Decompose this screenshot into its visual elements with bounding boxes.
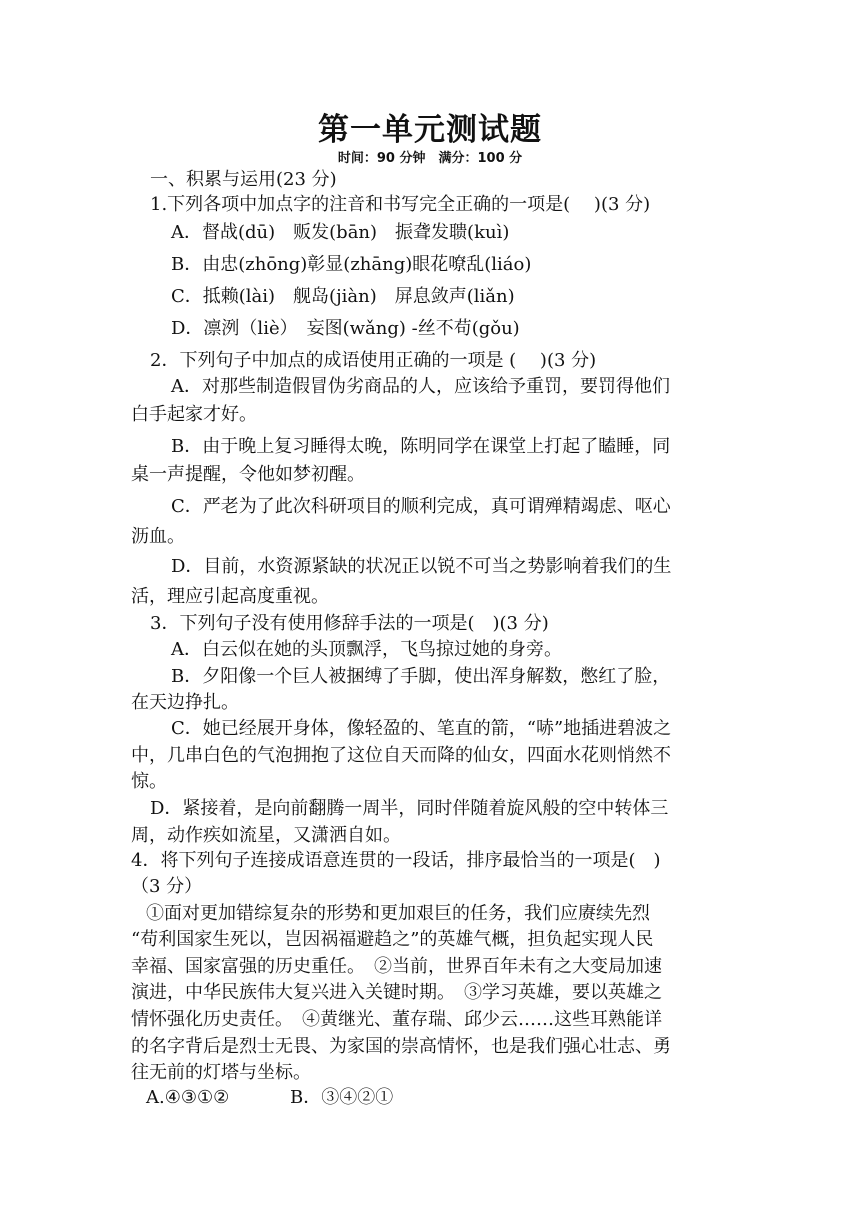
question-4-passage-line4: 演进，中华民族伟大复兴进入关键时期。 ③学习英雄，要以英雄之 bbox=[131, 982, 662, 1003]
question-2-option-b-line2: 桌一声提醒，令他如梦初醒。 bbox=[131, 464, 365, 485]
question-3-option-d-line2: 周，动作疾如流星，又潇洒自如。 bbox=[131, 825, 401, 846]
question-2-option-c-line2: 沥血。 bbox=[131, 526, 185, 547]
question-3-option-b-line2: 在天边挣扎。 bbox=[131, 692, 239, 713]
question-2-option-c-line1: C．严老为了此次科研项目的顺利完成，真可谓殚精竭虑、呕心 bbox=[171, 496, 671, 517]
question-1-option-c: C．抵赖(lài) 舰岛(jiàn) 屏息敛声(liǎn) bbox=[171, 286, 515, 307]
question-4-passage-line1: ①面对更加错综复杂的形势和更加艰巨的任务，我们应赓续先烈 bbox=[146, 903, 650, 924]
question-3-option-b-line1: B．夕阳像一个巨人被捆缚了手脚，使出浑身解数，憋红了脸， bbox=[171, 666, 671, 687]
question-3-stem: 3．下列句子没有使用修辞手法的一项是( )(3 分) bbox=[150, 613, 549, 634]
question-3-option-c-line1: C．她已经展开身体，像轻盈的、笔直的箭，“哧”地插进碧波之 bbox=[171, 718, 672, 739]
question-3-option-d-line1: D．紧接着，是向前翻腾一周半，同时伴随着旋风般的空中转体三 bbox=[150, 798, 669, 819]
page-title: 第一单元测试题 bbox=[318, 112, 542, 148]
question-2-option-b-line1: B．由于晚上复习睡得太晚，陈明同学在课堂上打起了瞌睡，同 bbox=[171, 436, 671, 457]
question-4-option-a: A.④③①② bbox=[146, 1087, 230, 1108]
question-2-option-d-line2: 活，理应引起高度重视。 bbox=[131, 586, 329, 607]
question-4-passage-line5: 情怀强化历史责任。 ④黄继光、董存瑞、邱少云……这些耳熟能详 bbox=[131, 1009, 662, 1030]
question-1-stem: 1.下列各项中加点字的注音和书写完全正确的一项是( )(3 分) bbox=[150, 194, 651, 215]
question-1-option-b: B．由忠(zhōng)彰显(zhāng)眼花嘹乱(liáo) bbox=[171, 254, 532, 275]
question-2-stem: 2．下列句子中加点的成语使用正确的一项是 ( )(3 分) bbox=[150, 350, 597, 371]
question-3-option-c-line3: 惊。 bbox=[131, 771, 167, 792]
question-1-option-d: D．凛洌（liè） 妄图(wǎng) -丝不苟(gǒu) bbox=[171, 318, 520, 339]
question-4-passage-line2: “苟利国家生死以，岂因祸福避趋之”的英雄气概，担负起实现人民 bbox=[131, 929, 654, 950]
question-2-option-a-line1: A．对那些制造假冒伪劣商品的人，应该给予重罚，要罚得他们 bbox=[171, 376, 670, 397]
question-1-option-a: A．督战(dū) 贩发(bān) 振聋发聩(kuì) bbox=[171, 222, 510, 243]
question-2-option-d-line1: D．目前，水资源紧缺的状况正以锐不可当之势影响着我们的生 bbox=[171, 556, 672, 577]
exam-meta: 时间：90 分钟 满分：100 分 bbox=[337, 151, 523, 166]
question-4-passage-line6: 的名字背后是烈士无畏、为家国的崇高情怀，也是我们强心壮志、勇 bbox=[131, 1036, 671, 1057]
question-2-option-a-line2: 白手起家才好。 bbox=[131, 404, 257, 425]
question-4-stem-line1: 4．将下列句子连接成语意连贯的一段话，排序最恰当的一项是( ) bbox=[131, 850, 661, 871]
question-4-stem-line2: （3 分） bbox=[131, 876, 203, 897]
question-3-option-a: A．白云似在她的头顶飘浮，飞鸟掠过她的身旁。 bbox=[171, 639, 562, 660]
question-4-passage-line7: 往无前的灯塔与坐标。 bbox=[131, 1062, 311, 1083]
section-heading: 一、积累与运用(23 分) bbox=[150, 169, 337, 190]
question-3-option-c-line2: 中，几串白色的气泡拥抱了这位自天而降的仙女，四面水花则悄然不 bbox=[131, 745, 671, 766]
question-4-passage-line3: 幸福、国家富强的历史重任。 ②当前，世界百年未有之大变局加速 bbox=[131, 956, 662, 977]
question-4-option-b: B．③④②① bbox=[290, 1087, 394, 1108]
